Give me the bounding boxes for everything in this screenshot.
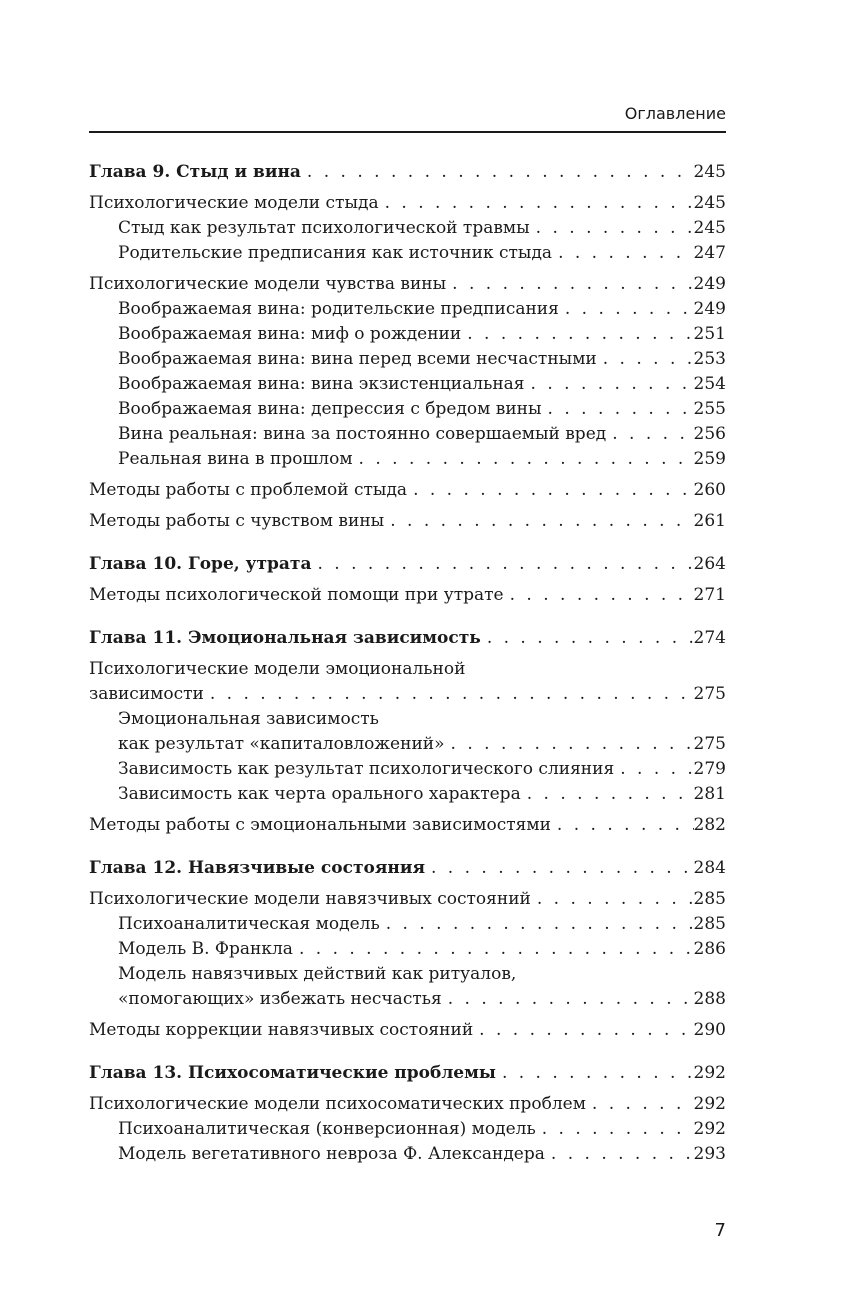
dot-leader — [530, 216, 694, 241]
dot-leader — [293, 937, 694, 962]
toc-entry-title: Глава 12. Навязчивые состояния — [89, 858, 425, 878]
dot-leader — [204, 682, 694, 707]
toc-entry-page: 249 — [693, 274, 726, 294]
dot-leader — [542, 397, 694, 422]
dot-leader — [446, 272, 693, 297]
toc-entry[interactable] — [89, 347, 726, 372]
toc-entry[interactable] — [89, 322, 726, 347]
toc-entry[interactable] — [89, 757, 726, 782]
toc-entry-page: 292 — [693, 1094, 726, 1114]
toc-entry-title: Воображаемая вина: депрессия с бредом вины — [118, 399, 542, 419]
toc-entry[interactable] — [89, 962, 726, 987]
dot-leader — [384, 509, 693, 534]
toc-entry[interactable] — [89, 657, 726, 682]
dot-leader — [597, 347, 694, 372]
toc-entry-page: 282 — [693, 815, 726, 835]
toc-entry[interactable] — [89, 297, 726, 322]
toc-entry-page: 290 — [693, 1020, 726, 1040]
toc-entry-title: Модель вегетативного невроза Ф. Александера — [118, 1144, 545, 1164]
toc-entry-title: Эмоциональная зависимость — [118, 709, 379, 729]
toc-entry[interactable] — [89, 1117, 726, 1142]
toc-chapter-entry[interactable] — [89, 1061, 726, 1086]
toc-entry-page: 292 — [693, 1063, 726, 1083]
toc-entry[interactable] — [89, 241, 726, 266]
dot-leader — [407, 478, 693, 503]
toc-entry-title-cont: зависимости — [89, 684, 204, 704]
dot-leader — [425, 856, 694, 881]
toc-entry-title: Психоаналитическая модель — [118, 914, 380, 934]
toc-entry-title: Психологические модели стыда — [89, 193, 379, 213]
toc-entry-title: Модель В. Франкла — [118, 939, 293, 959]
dot-leader — [545, 1142, 694, 1167]
toc-entry[interactable] — [89, 447, 726, 472]
toc-chapter-entry[interactable] — [89, 160, 726, 185]
toc-entry-title: Глава 11. Эмоциональная зависимость — [89, 628, 481, 648]
dot-leader — [536, 1117, 694, 1142]
dot-leader — [586, 1092, 694, 1117]
toc-entry-title: Методы коррекции навязчивых состояний — [89, 1020, 474, 1040]
toc-entry-page: 261 — [693, 511, 726, 531]
toc-entry-title: Родительские предписания как источник стыда — [118, 243, 553, 263]
toc-entry-title: Зависимость как черта орального характера — [118, 784, 521, 804]
dot-leader — [521, 782, 694, 807]
toc-entry-page: 286 — [693, 939, 726, 959]
dot-leader — [311, 552, 693, 577]
toc-entry-page: 260 — [693, 480, 726, 500]
dot-leader — [531, 887, 694, 912]
toc-entry[interactable] — [89, 782, 726, 807]
toc-entry-page: 256 — [693, 424, 726, 444]
toc-entry[interactable] — [89, 1092, 726, 1117]
toc-chapter-entry[interactable] — [89, 552, 726, 577]
dot-leader — [380, 912, 694, 937]
dot-leader — [504, 583, 694, 608]
toc-entry-page: 264 — [693, 554, 726, 574]
toc-entry[interactable] — [89, 912, 726, 937]
toc-entry-page: 245 — [693, 193, 726, 213]
toc-entry-title: Психологические модели эмоциональной — [89, 659, 466, 679]
toc-entry-title: Методы психологической помощи при утрате — [89, 585, 504, 605]
toc-entry-page: 247 — [693, 243, 726, 263]
page-number: 7 — [714, 1220, 726, 1241]
toc-entry[interactable] — [89, 937, 726, 962]
toc-entry-page: 245 — [693, 218, 726, 238]
toc-entry-title: Психологические модели чувства вины — [89, 274, 447, 294]
dot-leader — [551, 813, 694, 838]
toc-entry-title-cont: как результат «капиталовложений» — [118, 734, 445, 754]
toc-entry-title: Глава 9. Стыд и вина — [89, 162, 301, 182]
dot-leader — [559, 297, 694, 322]
toc-entry-title: Воображаемая вина: миф о рождении — [118, 324, 462, 344]
toc-chapter-entry[interactable] — [89, 626, 726, 651]
toc-entry[interactable] — [89, 422, 726, 447]
toc-entry[interactable] — [89, 1018, 726, 1043]
toc-entry-continuation[interactable] — [89, 682, 726, 707]
toc-entry-title: Воображаемая вина: вина перед всеми несчастными — [118, 349, 597, 369]
toc-entry-page: 259 — [693, 449, 726, 469]
toc-entry[interactable] — [89, 509, 726, 534]
dot-leader — [481, 626, 694, 651]
toc-entry-page: 253 — [693, 349, 726, 369]
toc-entry-continuation[interactable] — [89, 732, 726, 757]
dot-leader — [606, 422, 693, 447]
toc-chapter-entry[interactable] — [89, 856, 726, 881]
toc-entry-page: 249 — [693, 299, 726, 319]
dot-leader — [379, 191, 694, 216]
toc-entry-title: Воображаемая вина: родительские предписания — [118, 299, 559, 319]
toc-entry-title: Психологические модели навязчивых состояний — [89, 889, 531, 909]
toc-entry-page: 245 — [693, 162, 726, 182]
toc-entry-page: 275 — [693, 734, 726, 754]
toc-entry-title: Методы работы с эмоциональными зависимостями — [89, 815, 551, 835]
toc-entry-continuation[interactable] — [89, 987, 726, 1012]
toc-entry-title: Психологические модели психосоматических проблем — [89, 1094, 586, 1114]
toc-entry-page: 271 — [693, 585, 726, 605]
toc-entry[interactable] — [89, 272, 726, 297]
dot-leader — [496, 1061, 694, 1086]
table-of-contents — [89, 160, 726, 1167]
toc-entry-page: 254 — [693, 374, 726, 394]
toc-entry-title: Психоаналитическая (конверсионная) модель — [118, 1119, 536, 1139]
toc-entry-title: Глава 10. Горе, утрата — [89, 554, 312, 574]
dot-leader — [552, 241, 693, 266]
toc-entry-title: Реальная вина в прошлом — [118, 449, 353, 469]
dot-leader — [461, 322, 693, 347]
dot-leader — [442, 987, 694, 1012]
toc-entry-page: 274 — [693, 628, 726, 648]
toc-entry[interactable] — [89, 191, 726, 216]
toc-entry[interactable] — [89, 1142, 726, 1167]
toc-entry-page: 293 — [693, 1144, 726, 1164]
dot-leader — [473, 1018, 693, 1043]
toc-entry-title: Методы работы с чувством вины — [89, 511, 385, 531]
toc-entry-title: Методы работы с проблемой стыда — [89, 480, 408, 500]
toc-entry-title-cont: «помогающих» избежать несчастья — [118, 989, 442, 1009]
toc-entry-page: 255 — [693, 399, 726, 419]
toc-entry[interactable] — [89, 372, 726, 397]
toc-entry-page: 292 — [693, 1119, 726, 1139]
dot-leader — [301, 160, 694, 185]
running-head: Оглавление — [624, 104, 726, 123]
header-rule — [89, 131, 726, 133]
toc-entry-title: Вина реальная: вина за постоянно совершаемый вред — [118, 424, 607, 444]
dot-leader — [445, 732, 694, 757]
toc-entry-page: 251 — [693, 324, 726, 344]
toc-entry-page: 281 — [693, 784, 726, 804]
toc-entry-page: 279 — [693, 759, 726, 779]
toc-entry-title: Модель навязчивых действий как ритуалов, — [118, 964, 517, 984]
toc-entry[interactable] — [89, 707, 726, 732]
toc-entry[interactable] — [89, 478, 726, 503]
toc-entry-page: 288 — [693, 989, 726, 1009]
dot-leader — [353, 447, 694, 472]
toc-entry-page: 285 — [693, 889, 726, 909]
toc-entry[interactable] — [89, 813, 726, 838]
toc-entry-title: Воображаемая вина: вина экзистенциальная — [118, 374, 525, 394]
toc-entry-page: 285 — [693, 914, 726, 934]
toc-entry-title: Стыд как результат психологической травмы — [118, 218, 530, 238]
toc-entry-title: Зависимость как результат психологического слияния — [118, 759, 615, 779]
toc-entry[interactable] — [89, 216, 726, 241]
toc-entry-page: 284 — [693, 858, 726, 878]
toc-entry[interactable] — [89, 397, 726, 422]
toc-entry[interactable] — [89, 887, 726, 912]
dot-leader — [614, 757, 693, 782]
toc-entry-title: Глава 13. Психосоматические проблемы — [89, 1063, 496, 1083]
toc-entry-page: 275 — [693, 684, 726, 704]
toc-entry[interactable] — [89, 583, 726, 608]
dot-leader — [525, 372, 694, 397]
